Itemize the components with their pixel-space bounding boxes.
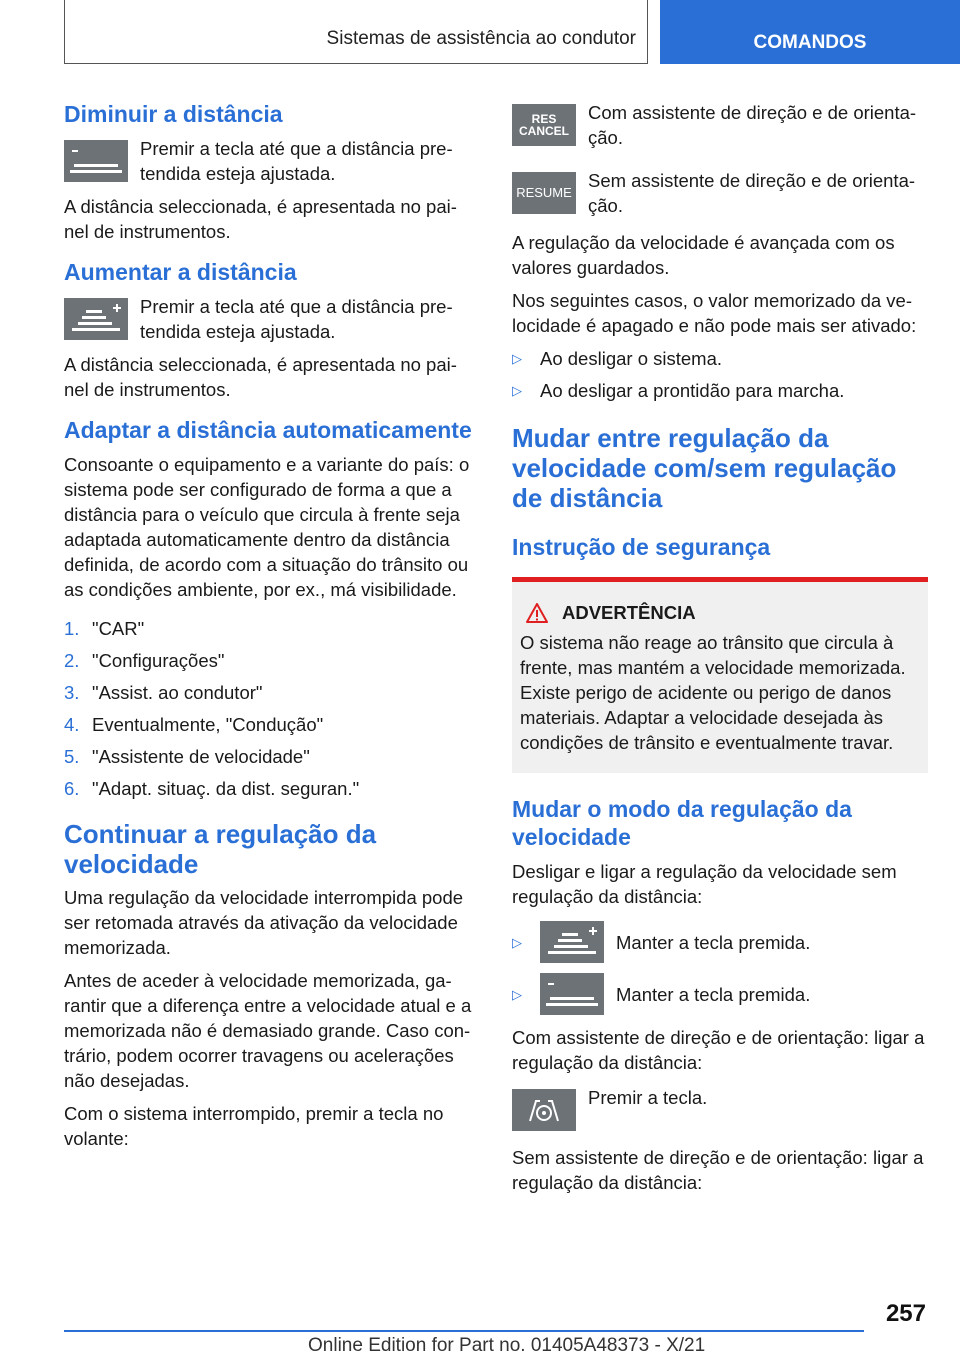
mode-keys-list (512, 921, 928, 1015)
continue-para-1: Uma regulação da velocidade interrompida pode ser retomada através da ativação da velocidade memorizada. (64, 887, 464, 958)
warning-box (512, 577, 928, 773)
list-item: ▷ Manter a tecla premida. (512, 921, 928, 963)
list-item: ▷ Ao desligar a prontidão para marcha. (512, 380, 845, 401)
list-item: 6. "Adapt. situaç. da dist. seguran." (64, 778, 360, 799)
heading-continue-speed: Continuar a regulação da velocidade (64, 819, 377, 879)
key-row-resume (512, 168, 928, 218)
increase-para: A distância seleccionada, é apresentada no pai- nel de instrumentos. (64, 354, 457, 400)
increase-key-instruction: Premir a tecla até que a distância pre- tendida esteja ajustada. (140, 296, 453, 342)
key-row-increase (64, 294, 480, 344)
heading-switch-mode: Mudar entre regulação da velocidade com/sem regulação de distância (512, 423, 897, 513)
press-key-text: Premir a tecla. (588, 1087, 708, 1108)
list-item: 5. "Assistente de velocidade" (64, 746, 310, 767)
list-item: ▷ Manter a tecla premida. (512, 973, 928, 1015)
decrease-para: A distância seleccionada, é apresentada no pai- nel de instrumentos. (64, 196, 457, 242)
without-assist-para: Sem assistente de direção e de orientação: ligar a regulação da distância: (512, 1147, 924, 1193)
left-column (64, 100, 480, 1159)
res-cancel-key-icon: RES CANCEL (512, 104, 576, 146)
resume-text: Sem assistente de direção e de orienta- ção. (588, 170, 916, 216)
key-row-decrease (64, 136, 480, 186)
resume-para-2: Nos seguintes casos, o valor memorizado da ve- locidade é apagado e não pode mais ser ativado: (512, 290, 917, 336)
adapt-para: Consoante o equipamento e a variante do país: o sistema pode ser configurado de forma a que a distância para o veículo que circula à frente seja adaptada automaticamente dentro da distância definida, de acordo com a situação do trânsito ou as condições ambiente, por ex., má visibilidade. (64, 454, 470, 600)
list-item: ▷ Ao desligar o sistema. (512, 348, 723, 369)
list-item: 1. "CAR" (64, 618, 145, 639)
footer-edition: Online Edition for Part no. 01405A48373 - X/21 (308, 1335, 706, 1356)
resume-para-1: A regulação da velocidade é avançada com os valores guardados. (512, 232, 895, 278)
list-item: 2. "Configurações" (64, 650, 225, 671)
mode-para: Desligar e ligar a regulação da velocidade sem regulação da distância: (512, 861, 897, 907)
triangle-bullet-icon: ▷ (512, 383, 522, 398)
continue-para-2: Antes de aceder à velocidade memorizada, ga- rantir que a diferença entre a velocidade atual e a memorizada não é demasiado grande. Caso con- trário, podem ocorrer travagens ou acelerações não desejadas. (64, 970, 472, 1091)
heading-decrease-distance: Diminuir a distância (64, 101, 283, 127)
warning-text: O sistema não reage ao trânsito que circula à frente, mas mantém a velocidade memorizada. Existe perigo de acidente ou perigo de danos materiais. Adaptar a velocidade desejada às condições de trânsito e eventualmente travar. (520, 632, 906, 753)
warning-title: ADVERTÊNCIA (562, 602, 696, 623)
continue-para-3: Com o sistema interrompido, premir a tecla no volante: (64, 1103, 444, 1149)
section-title: Sistemas de assistência ao condutor (326, 28, 636, 49)
distance-decrease-key-icon (64, 140, 128, 182)
triangle-bullet-icon: ▷ (512, 351, 522, 366)
right-column (512, 100, 928, 1203)
driving-assistant-key-icon (512, 1089, 576, 1131)
heading-safety: Instrução de segurança (512, 534, 771, 560)
list-item: 4. Eventualmente, "Condução" (64, 714, 324, 735)
heading-adapt-distance: Adaptar a distância automaticamente (64, 417, 472, 443)
distance-decrease-key-icon (540, 973, 604, 1015)
distance-increase-key-icon (540, 921, 604, 963)
triangle-bullet-icon: ▷ (512, 986, 522, 1002)
footer-divider (64, 1330, 864, 1332)
heading-change-mode: Mudar o modo da regulação da velocidade (512, 796, 852, 850)
list-item: 3. "Assist. ao condutor" (64, 682, 263, 703)
warning-triangle-icon (526, 603, 548, 623)
triangle-bullet-icon: ▷ (512, 934, 522, 950)
heading-increase-distance: Aumentar a distância (64, 259, 297, 285)
page-number: 257 (885, 1300, 926, 1327)
distance-increase-key-icon (64, 298, 128, 340)
settings-steps-list (64, 616, 480, 801)
res-cancel-text: Com assistente de direção e de orienta- ção. (588, 102, 917, 148)
resume-key-icon: RESUME (512, 172, 576, 214)
key-row-assist (512, 1085, 928, 1131)
with-assist-para: Com assistente de direção e de orientação: ligar a regulação da distância: (512, 1027, 925, 1073)
decrease-key-instruction: Premir a tecla até que a distância pre- tendida esteja ajustada. (140, 138, 453, 184)
key-row-res-cancel (512, 100, 928, 150)
delete-cases-list (512, 346, 928, 403)
chapter-tab[interactable]: COMANDOS (660, 0, 960, 64)
warning-header (520, 602, 920, 624)
